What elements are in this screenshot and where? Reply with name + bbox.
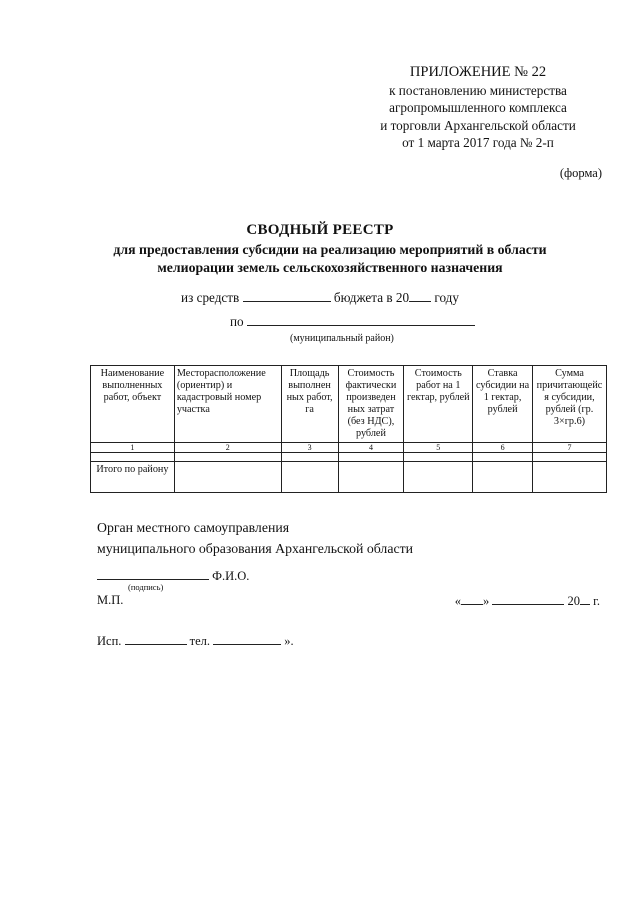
authority-block — [97, 517, 413, 559]
header-cell: Стоимость фактически произведен ных затрат (без НДС), рублей — [338, 366, 404, 443]
header-cell: Сумма причитающейс я субсидии, рублей (гр. 3×гр.6) — [532, 366, 606, 443]
header-cell: Площадь выполнен ных работ, га — [281, 366, 338, 443]
appendix-line-5: от 1 марта 2017 года № 2-п — [402, 135, 554, 150]
table-cell — [91, 453, 175, 462]
executor-line — [97, 633, 294, 649]
column-number: 1 — [91, 443, 175, 453]
signature-line — [97, 568, 249, 584]
table-number-row — [91, 443, 607, 453]
table-total-row — [91, 462, 607, 493]
day-blank — [461, 593, 483, 605]
authority-line-1: Орган местного самоуправления — [97, 520, 290, 535]
appendix-line-2: к постановлению министерства — [389, 82, 567, 98]
year-suffix-blank — [580, 593, 590, 605]
subtitle-line-2: мелиорации земель сельскохозяйственного назначения — [157, 260, 503, 275]
date-year-prefix: 20 — [567, 594, 581, 608]
table-cell — [532, 453, 606, 462]
column-number: 5 — [404, 443, 473, 453]
table-cell — [174, 462, 281, 493]
executor-blank — [125, 633, 187, 645]
date-close-quote: » — [483, 594, 490, 608]
table-cell — [532, 462, 606, 493]
column-number: 6 — [473, 443, 533, 453]
funds-prefix: из средств — [181, 290, 240, 305]
total-label: Итого по району — [91, 462, 175, 493]
document-subtitle — [60, 241, 600, 277]
table-cell — [281, 462, 338, 493]
table-header-row — [91, 366, 607, 443]
funds-source-blank — [243, 290, 331, 302]
district-note: (муниципальный район) — [290, 333, 394, 344]
phone-blank — [213, 633, 281, 645]
table-cell — [281, 453, 338, 462]
phone-label: тел. — [189, 634, 211, 648]
date-line — [455, 593, 600, 609]
appendix-block — [358, 64, 598, 152]
funds-suffix: году — [434, 290, 459, 305]
table-cell — [174, 453, 281, 462]
funds-middle: бюджета в 20 — [333, 290, 410, 305]
column-number: 4 — [338, 443, 404, 453]
header-cell: Ставка субсидии на 1 гектар, рублей — [473, 366, 533, 443]
table-cell — [404, 462, 473, 493]
fio-label: Ф.И.О. — [212, 569, 250, 583]
authority-line-2: муниципального образования Архангельской области — [97, 541, 413, 556]
table-cell — [473, 462, 533, 493]
appendix-number: ПРИЛОЖЕНИЕ № 22 — [409, 64, 547, 80]
year-blank — [409, 290, 431, 302]
signature-blank — [97, 568, 209, 580]
stamp-place: М.П. — [97, 593, 124, 607]
header-cell: Стоимость работ на 1 гектар, рублей — [404, 366, 473, 443]
table-cell — [404, 453, 473, 462]
column-number: 7 — [532, 443, 606, 453]
table-cell — [338, 453, 404, 462]
district-blank — [247, 314, 475, 326]
column-number: 2 — [174, 443, 281, 453]
funds-line — [0, 290, 640, 306]
date-open-quote: « — [454, 594, 462, 608]
document-title: СВОДНЫЙ РЕЕСТР — [246, 222, 394, 238]
appendix-line-4: и торговли Архангельской области — [380, 117, 576, 133]
executor-label: Исп. — [97, 634, 122, 648]
table-row — [91, 453, 607, 462]
table-cell — [338, 462, 404, 493]
column-number: 3 — [281, 443, 338, 453]
header-cell: Месторасположение (ориентир) и кадастровый номер участка — [174, 366, 281, 443]
executor-end: ». — [284, 634, 294, 648]
signature-note: (подпись) — [128, 582, 164, 592]
form-label: (форма) — [559, 166, 602, 180]
date-year-word: г. — [593, 594, 600, 608]
subtitle-line-1: для предоставления субсидии на реализацию мероприятий в области — [113, 242, 547, 257]
month-blank — [492, 593, 564, 605]
appendix-line-3: агропромышленного комплекса — [389, 100, 567, 115]
district-prefix: по — [230, 314, 244, 329]
district-line — [230, 314, 475, 330]
header-cell: Наименование выполненных работ, объект — [91, 366, 175, 443]
table-cell — [473, 453, 533, 462]
registry-table — [90, 365, 607, 493]
